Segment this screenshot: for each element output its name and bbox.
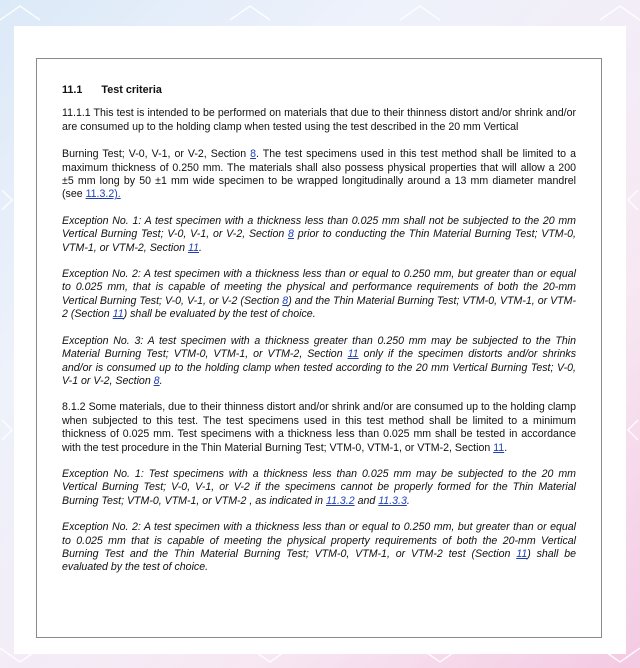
link-section-11-3-2[interactable]: 11.3.2). [85, 188, 121, 201]
link-section-8[interactable]: 8 [250, 148, 257, 161]
exception-3: Exception No. 3: A test specimen with a thickness greater than 0.250 mm may be subjected to the Thin Material Burning Test; VTM-0, VTM-1, or VTM-2, Section 11 only if the specimen distorts and/or shrinks and/or is consumed up to the holding clamp when tested according to the 20 mm Vertical Burning Test; V-0, V-1 or V-2, Section 8. [62, 334, 577, 387]
link-section-8[interactable]: 8 [288, 228, 294, 241]
link-section-11[interactable]: 11 [493, 441, 505, 454]
paragraph-11-1-1: 11.1.1 This test is intended to be performed on materials that due to their thinness distort and/or shrink and/or are consumed up to the holding clamp when tested using the test described in the 20 mm Vertical [62, 107, 576, 133]
exception-1-b: Exception No. 1: Test specimens with a thickness less than 0.025 mm may be subjected to the 20 mm Vertical Burning Test; V-0, V-1, or V-2 if the specimens cannot be properly formed for the Thin Material Burning Test; VTM-0, VTM-1, or VTM-2 , as indicated in 11.3.2 and 11.3.3. [62, 467, 576, 507]
section-number: 11.1 [62, 84, 83, 96]
link-section-8[interactable]: 8 [153, 374, 160, 387]
exception-2-b: Exception No. 2: A test specimen with a thickness less than or equal to 0.250 mm, but greater than or equal to 0.025 mm that is capable of meeting the physical property requirements of both the 20-mm Vertical Burning Test and the Thin Material Burning Test; VTM-0, VTM-1, or VTM-2 test (Section 11) shall be evaluated by the test of choice. [62, 521, 576, 574]
paragraph-11-1-1-continued: Burning Test; V-0, V-1, or V-2, Section 8. The test specimens used in this test method shall be limited to a maximum thickness of 0.250 mm. The materials shall also possess physical properties that will allow a 200 ±5 mm long by 50 ±1 mm wide specimen to be wrapped longitudinally around a 13 mm diameter mandrel (see 11.3.2). [62, 148, 576, 201]
paragraph-8-1-2: 8.1.2 Some materials, due to their thinness distort and/or shrink and/or are consumed up to the holding clamp when subjected to this test. The test specimens used in this test method shall be limited to a minimum thickness of 0.025 mm. Test specimens with a thickness less than 0.025 mm shall be tested in accordance with the test procedure in the Thin Material Burning Test; VTM-0, VTM-1, or VTM-2, Section 11. [62, 401, 576, 454]
link-section-11-3-2[interactable]: 11.3.2 [325, 494, 355, 507]
link-section-11[interactable]: 11 [516, 547, 528, 560]
section-heading [62, 84, 576, 97]
link-section-11[interactable]: 11 [187, 241, 199, 254]
exception-2: Exception No. 2: A test specimen with a thickness less than or equal to 0.250 mm, but greater than or equal to 0.025 mm, that is capable of meeting the physical and performance requirements of both the 20-mm Vertical Burning Test; V-0, V-1, or V-2 (Section 8) and the Thin Material Burning Test; VTM-0, VTM-1, or VTM-2 (Section 11) shall be evaluated by the test of choice. [62, 268, 577, 321]
exception-1: Exception No. 1: A test specimen with a thickness less than 0.025 mm shall not be subjected to the 20 mm Vertical Burning Test; V-0, V-1, or V-2, Section 8 prior to conducting the Thin Material Burning Test; VTM-0, VTM-1, or VTM-2, Section 11. [62, 214, 576, 254]
link-section-8[interactable]: 8 [282, 294, 289, 307]
link-section-11[interactable]: 11 [347, 348, 359, 361]
link-section-11[interactable]: 11 [112, 308, 124, 321]
section-title: Test criteria [101, 84, 162, 96]
link-section-11-3-3[interactable]: 11.3.3 [378, 494, 407, 507]
document-content [62, 84, 576, 575]
